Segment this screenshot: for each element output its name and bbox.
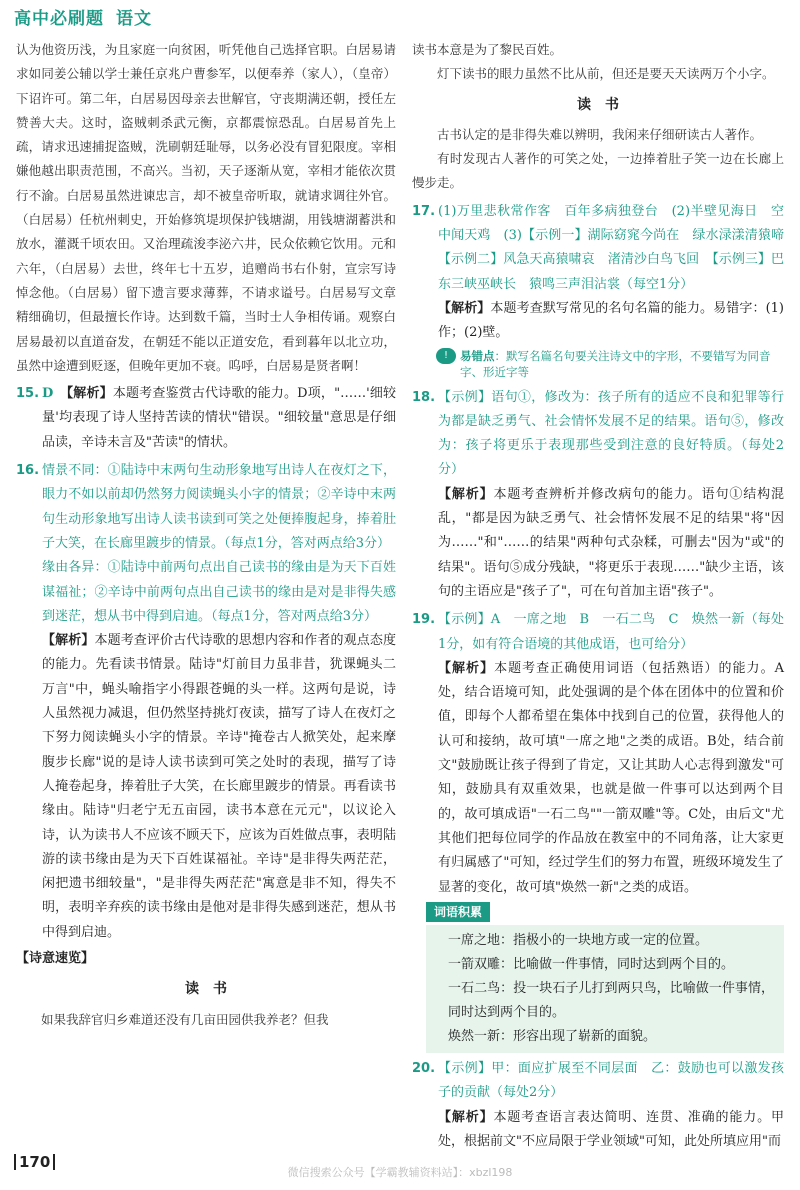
analysis-text: 本题考查默写常见的名句名篇的能力。易错字：(1)作；(2)壁。 <box>438 300 784 341</box>
analysis-label: 【解析】 <box>438 486 494 502</box>
question-19 <box>412 608 784 900</box>
question-20 <box>412 1057 784 1154</box>
analysis-text: 本题考查鉴赏古代诗歌的能力。D项，"……'细较量'均表现了诗人坚持苦读的情状"错误。"细较量"意思是仔细品读，辛诗未言及"苦读"的情状。 <box>42 386 396 450</box>
page-number: 170 <box>14 1154 55 1170</box>
vocab-title: 词语积累 <box>426 902 490 922</box>
question-16 <box>16 459 396 945</box>
analysis-label: 【解析】 <box>438 300 491 316</box>
question-17 <box>412 200 798 346</box>
analysis-text: 本题考查语言表达简明、连贯、准确的能力。甲处，根据前文"不应局限于学业领域"可知，此处所填应用"而 <box>438 1109 784 1149</box>
answer-letter: D <box>42 386 54 402</box>
answer-text: 情景不同：①陆诗中末两句生动形象地写出诗人在夜灯之下，眼力不如以前却仍然努力阅读蝇头小字的情景；②辛诗中末两句生动形象地写出诗人读书读到可笑之处便捧腹起身，捧着肚子大笑，在长廊里踱步的情景。（每点1分，答对两点给3分） <box>42 463 396 551</box>
poem-translation: 有时发现古人著作的可笑之处，一边捧着肚子笑一边在长廊上慢步走。 <box>412 151 784 191</box>
vocab-item: 一席之地：指极小的一块地方或一定的位置。 <box>448 933 709 949</box>
answer-text: (1)万里悲秋常作客 百年多病独登台 (2)半壁见海日 空中闻天鸡 (3)【示例一】湖际窈窕今尚在 绿水渌漾清猿啼 【示例二】风急天高猿啸哀 渚清沙白鸟飞回 【示例三】巴东三峡巫峡长 猿鸣三声泪沾裳（每空1分） <box>438 203 798 292</box>
question-number: 16. <box>16 463 40 479</box>
poem-title: 读 书 <box>577 96 619 113</box>
vocab-item: 一石二鸟：投一块石子儿打到两只鸟，比喻做一件事情，同时达到两个目的。 <box>448 981 774 1021</box>
analysis-text: 本题考查辨析并修改病句的能力。语句①结构混乱，"都是因为缺乏勇气、社会情怀发展不足的结果"将"因为……"和"……的结果"两种句式杂糅，可删去"因为"或"的结果"。语句⑤成分残缺，"将更乐于表现……"缺少主语，该句的主语应是"孩子了"，可在句首加主语"孩子"。 <box>438 486 784 599</box>
poem-translation: 古书认定的是非得失难以辨明，我闲来仔细研读古人著作。 <box>437 126 763 142</box>
analysis-text: 本题考查正确使用词语（包括熟语）的能力。A处，结合语境可知，此处强调的是个体在团体中的位置和价值，即每个人都希望在集体中找到自己的位置，获得他人的认可和接纳，故可填"一席之地"之类的成语。B处，结合前文"鼓励既让孩子得到了肯定，又让其助人心志得到激发"可知，鼓励具有双重效果，也就是做一件事可以达到两个目的，故可填成语"一石二鸟""一箭双雕"等。C处，由后文"尤其他们把每位同学的作品放在教室中的不同角落，让大家更有归属感了"可知，经过学生们的努力布置，班级环境发生了显著的变化，故可填"焕然一新"之类的成语。 <box>438 660 784 895</box>
translation-text: 认为他资历浅，为且家庭一向贫困，听凭他自己选择官职。白居易请求如同姜公辅以学士兼任京兆户曹参军，以便奉养（家人），（皇帝）下诏许可。第二年，白居易因母亲去世解官，守丧期满还朝，授任左赞善大夫。这时，盗贼刺杀武元衡，京都震惊恐乱。白居易首先上疏，请求迅速捕捉盗贼，洗刷朝廷耻辱，以务必没有冒犯限度。宰相嫌他越出职责范围，不高兴。当初，天子逐渐从宽，宰相才能依次贯行不渝。白居易虽然进谏忠言，却不被皇帝听取，就请求调往外官。（白居易）任杭州刺史，开始修筑堤坝保护钱塘湖，用钱塘湖蓄洪和放水，灌溉千顷农田。又治理疏浚李泌六井，民众依赖它饮用。元和六年，（白居易）去世，终年七十五岁，追赠尚书右仆射，宣宗写诗悼念他。（白居易）留下遗言要求薄葬，不请求谥号。白居易写文章精细确切，但最擅长作诗。达到数千篇，当时士人争相传诵。观察白居易最初以直道奋发，在朝廷不能以正道安危，看到暮年以北立功，虽然中途遭到贬逐，但晚年更加不衰。呜呼，白居易是贤者啊！ <box>16 42 396 373</box>
analysis-label: 【解析】 <box>438 1109 494 1125</box>
error-tip: ! 易错点：默写名篇名句要关注诗文中的字形，不要错写为同音字、形近字等 <box>436 348 784 380</box>
question-number: 15. <box>16 386 40 402</box>
poem-translation: 灯下读书的眼力虽然不比从前，但还是要天天读两万个小字。 <box>437 66 775 82</box>
subject-title: 语文 <box>116 9 152 29</box>
vocab-box <box>412 900 784 1053</box>
poem-translation: 读书本意是为了黎民百姓。 <box>412 42 563 57</box>
vocab-item: 焕然一新：形容出现了崭新的面貌。 <box>448 1029 657 1045</box>
answer-text: 【示例】甲：面应扩展至不同层面 乙：鼓励也可以激发孩子的贡献（每处2分） <box>438 1061 784 1101</box>
question-number: 19. <box>412 612 436 628</box>
analysis-label: 【解析】 <box>66 386 113 402</box>
answer-text: 【示例】语句①，修改为：孩子所有的适应不良和犯罪等行为都是缺乏勇气、社会情怀发展不足的结果。语句⑤，修改为：孩子将更乐于表现那些受到注意的良好特质。（每处2分） <box>438 389 784 478</box>
left-column <box>16 38 396 1032</box>
answer-text: 【示例】A 一席之地 B 一石二鸟 C 焕然一新（每处1分，如有符合语境的其他成语，也可给分） <box>438 612 784 652</box>
vocab-list <box>426 925 784 1053</box>
question-number: 20. <box>412 1061 436 1077</box>
tip-text: 默写名篇名句要关注诗文中的字形，不要错写为同音字、形近字等 <box>460 348 771 379</box>
question-number: 17. <box>412 203 436 219</box>
poem-translation: 如果我辞官归乡难道还没有几亩田园供我养老？但我 <box>41 1011 329 1027</box>
answer-text: 缘由各异：①陆诗中前两句点出自己读书的缘由是为天下百姓谋福祉；②辛诗中前两句点出自己读书的缘由是对是非得失感到迷茫，想从书中得到启迪。（每点1分，答对两点给3分） <box>42 560 396 624</box>
poem-section-label: 【诗意速览】 <box>16 950 95 966</box>
analysis-label: 【解析】 <box>438 660 495 676</box>
vocab-item: 一箭双雕：比喻做一件事情，同时达到两个目的。 <box>448 957 735 973</box>
analysis-text: 本题考查评价古代诗歌的思想内容和作者的观点态度的能力。先看读书情景。陆诗"灯前目力虽非昔，犹课蝇头二万言"中，蝇头喻指字小得跟苍蝇的头一样。这两句是说，诗人虽然视力减退，但仍然坚持挑灯夜读，描写了诗人在夜灯之下努力阅读蝇头小字的情景。辛诗"掩卷古人掀笑处，起来摩腹步长廊"说的是诗人读书读到可笑之处时的表现，描写了诗人掩卷起身，捧着肚子大笑，在长廊里踱步的情景。再看读书缘由。陆诗"归老宁无五亩园，读书本意在元元"，以议论入诗，认为读书人不应该不顾天下，应该为百姓做点事，表明陆游的读书缘由是为天下百姓谋福祉。辛诗"是非得失两茫茫，闲把遗书细较量"，"是非得失两茫茫"寓意是非不知，得失不明，表明辛弃疾的读书缘由是他对是非得失感到迷茫，想从书中得到启迪。 <box>42 633 396 940</box>
question-15 <box>16 382 396 455</box>
question-number: 18. <box>412 389 436 405</box>
question-18 <box>412 386 784 605</box>
right-column <box>412 38 798 1154</box>
watermark: 微信搜索公众号【学霸教辅资料站】：xbzl198 <box>287 1166 513 1179</box>
tip-label: 易错点 <box>460 348 495 363</box>
page-header <box>14 4 152 30</box>
poem-title: 读 书 <box>185 981 227 998</box>
book-title: 高中必刷题 <box>14 9 104 29</box>
error-point-icon: ! <box>436 348 456 364</box>
analysis-label: 【解析】 <box>42 633 95 649</box>
